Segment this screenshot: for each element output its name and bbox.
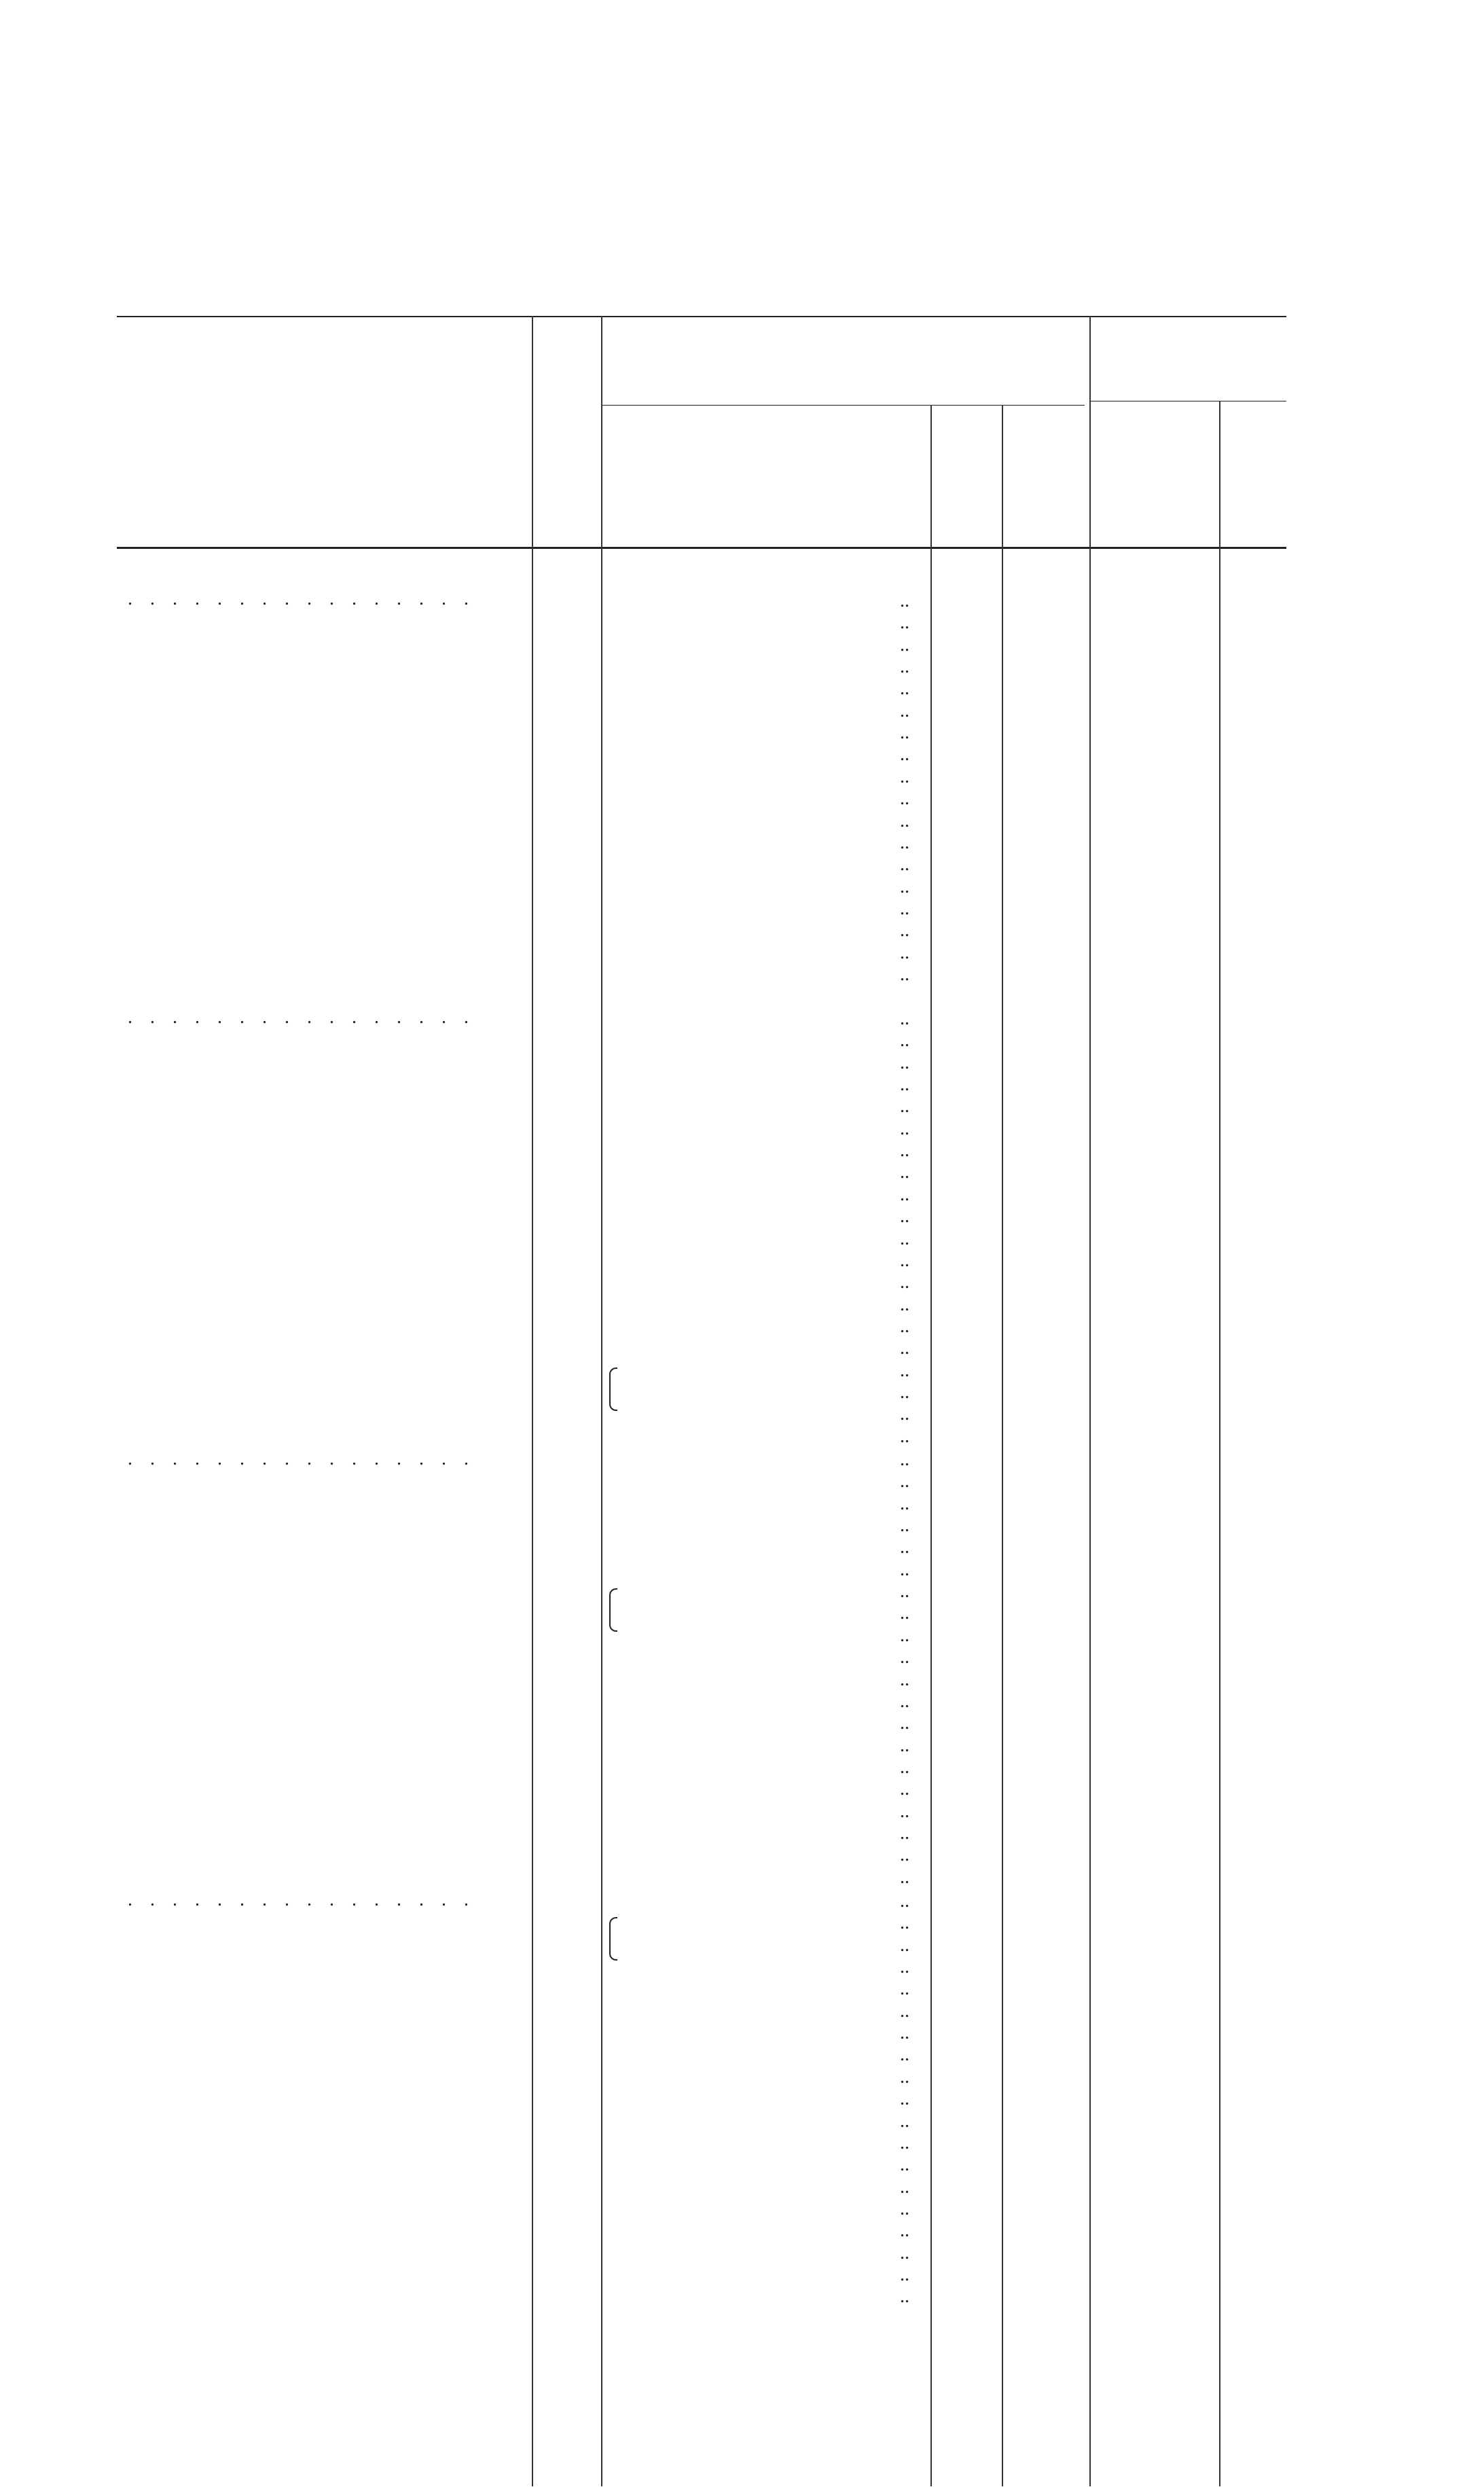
leader-dots: .. [900,700,909,721]
teacher-row [615,1470,1294,1492]
leader-dots: .. [900,744,909,766]
teacher-row [615,2022,1294,2044]
leader-dots: .. [900,1381,909,1403]
teacher-row [615,2219,1294,2242]
leader-dots: .. [900,1471,909,1492]
teacher-row [615,2110,1294,2132]
leader-dots: .. [900,1558,909,1580]
teacher-row [615,1890,1294,1912]
col2-heading [547,317,563,520]
teacher-row [615,766,1294,788]
leader-dots: .. [900,963,909,985]
leader-dots: .. [900,1756,909,1778]
leader-dots: .. [900,1978,909,2000]
teacher-row [615,1007,1294,1030]
leader-dots: .. [900,1206,909,1228]
leader-dots: .. [900,1272,909,1293]
leader-dots: .. [900,1581,909,1603]
leader-dots: .. [900,1515,909,1537]
table-header-bottom-rule [117,547,1286,549]
leader-dots: .. [900,1668,909,1690]
leader-dots: .. [900,1074,909,1096]
col7-heading [1245,399,1261,535]
teacher-row [615,1800,1294,1823]
teacher-row [615,1448,1294,1471]
leader-dots: .. [900,897,909,919]
school-name-row [115,588,526,610]
leader-dots: .. [900,2110,909,2132]
leader-dots: .. [900,2154,909,2176]
teacher-row [615,590,1294,612]
teacher-row [615,2153,1294,2176]
leader-dots: .. [900,1117,909,1139]
leader-dots: .. [900,876,909,897]
col5-heading [1038,392,1054,528]
leader-dots: .. [900,1492,909,1514]
leader-dots: .. [900,1934,909,1956]
leader-dots: .. [900,634,909,656]
teacher-row [615,1844,1294,1866]
leader-dots: .. [900,1866,909,1888]
teacher-row [615,611,1294,634]
teacher-row [615,1293,1294,1316]
leader-dots: .. [900,1096,909,1117]
leader-dots: .. [900,1713,909,1734]
leader-dots: .. [900,2044,909,2066]
teacher-row [615,1337,1294,1359]
teacher-row [615,2043,1294,2066]
teacher-row [615,831,1294,854]
teacher-row [615,942,1294,964]
col4-heading [958,412,974,507]
teacher-row [615,1205,1294,1228]
leader-dots: .. [900,788,909,810]
teacher-row [615,1558,1294,1581]
leader-dots: .. [900,1956,909,1978]
leader-dots: .. [900,2000,909,2022]
teacher-row [615,2176,1294,2198]
leader-dots: .. [900,1359,909,1381]
teacher-row [615,1866,1294,1889]
teacher-row [615,1778,1294,1800]
teacher-row [615,1580,1294,1603]
teacher-row [615,1095,1294,1117]
part-time-bracket [609,1588,617,1632]
teacher-row [615,1052,1294,1074]
teacher-row [615,1117,1294,1140]
teacher-row [615,1756,1294,1778]
teacher-row [615,2000,1294,2022]
leader-dots: .. [900,1734,909,1756]
part-time-bracket [609,1367,617,1411]
leader-dots: .. [900,2286,909,2308]
teacher-row [615,1934,1294,1956]
leader-dots: .. [900,2132,909,2153]
teacher-row [615,853,1294,876]
leader-dots: .. [900,810,909,831]
teacher-row [615,2285,1294,2308]
leader-dots: .. [900,656,909,678]
leader-dots: .. [900,1140,909,1162]
leader-dots: .. [900,766,909,787]
table-top-rule [117,316,1286,317]
teacher-row [615,2066,1294,2088]
teacher-row [615,1271,1294,1293]
teacher-row [615,677,1294,700]
teacher-row [615,634,1294,656]
teacher-row [615,787,1294,810]
teacher-row [615,1646,1294,1668]
teacher-row [615,1514,1294,1537]
teacher-row [615,2242,1294,2264]
teacher-row [615,1381,1294,1403]
leader-dots: .. [900,1891,909,1912]
leader-dots: .. [900,831,909,853]
leader-dots: .. [900,1315,909,1337]
teacher-row [615,1139,1294,1162]
teacher-row [615,2088,1294,2110]
leader-dots: ................ [128,1007,486,1028]
teacher-row [615,2198,1294,2220]
leader-dots: .. [900,1624,909,1646]
leader-dots: .. [900,1844,909,1866]
teacher-row [615,963,1294,986]
teacher-row [615,810,1294,832]
leader-dots: .. [900,2242,909,2264]
leader-dots: .. [900,1162,909,1183]
col-rule-2 [601,316,602,2486]
teachers-subhead-rule [601,405,1085,406]
teacher-row [615,1602,1294,1624]
teacher-row [615,1403,1294,1425]
leader-dots: .. [900,612,909,634]
teacher-row [615,1712,1294,1734]
teacher-row [615,1425,1294,1448]
teacher-row [615,1822,1294,1844]
leader-dots: .. [900,1647,909,1668]
teacher-row [615,1161,1294,1183]
leader-dots: .. [900,590,909,611]
leader-dots: .. [900,1249,909,1271]
teacher-row [615,1956,1294,1978]
leader-dots: .. [900,1603,909,1624]
leader-dots: .. [900,678,909,700]
teacher-row [615,721,1294,744]
school-name-row [115,1448,526,1470]
leader-dots: .. [900,2220,909,2242]
leader-dots: .. [900,2022,909,2044]
leader-dots: .. [900,2264,909,2285]
leader-dots: ................ [128,588,486,609]
leader-dots: .. [900,1822,909,1844]
teacher-row [615,656,1294,678]
teacher-row [615,876,1294,898]
leader-dots: .. [900,1778,909,1800]
leader-dots: .. [900,1052,909,1073]
leader-dots: .. [900,920,909,942]
school-name-row [115,1889,526,1911]
leader-dots: .. [900,1228,909,1249]
teacher-row [615,897,1294,920]
teacher-row [615,1912,1294,1934]
leader-dots: .. [900,1403,909,1425]
teacher-row [615,1978,1294,2000]
teacher-row [615,1183,1294,1206]
part-time-bracket [609,1917,617,1961]
col-rule-1 [532,316,533,2486]
teacher-row [615,2132,1294,2154]
leader-dots: .. [900,2198,909,2219]
leader-dots: .. [900,1800,909,1822]
leader-dots: ................ [128,1889,486,1910]
teacher-row [615,919,1294,942]
teacher-row [615,700,1294,722]
teacher-row [615,1668,1294,1691]
leader-dots: .. [900,1449,909,1470]
leader-dots: .. [900,1293,909,1315]
leader-dots: .. [900,2088,909,2110]
teacher-row [615,1536,1294,1558]
leader-dots: .. [900,854,909,876]
teacher-row [615,1228,1294,1250]
teacher-row [615,1073,1294,1096]
teacher-row [615,1624,1294,1647]
leader-dots: .. [900,2176,909,2198]
leader-dots: .. [900,942,909,963]
teacher-row [615,2264,1294,2286]
teacher-row [615,1359,1294,1382]
teacher-row [615,743,1294,766]
leader-dots: ................ [128,1448,486,1469]
leader-dots: .. [900,1912,909,1934]
leader-dots: .. [900,2066,909,2088]
school-name-row [115,1007,526,1028]
leader-dots: .. [900,1183,909,1205]
leader-dots: .. [900,1537,909,1558]
teacher-row [615,1690,1294,1713]
teacher-row [615,1734,1294,1757]
leader-dots: .. [900,722,909,744]
teacher-row [615,1492,1294,1515]
teacher-row [615,1029,1294,1052]
leader-dots: .. [900,1030,909,1052]
leader-dots: .. [900,1425,909,1447]
leader-dots: .. [900,1690,909,1712]
leader-dots: .. [900,1008,909,1029]
teacher-row [615,1249,1294,1272]
leader-dots: .. [900,1338,909,1359]
teacher-row [615,1315,1294,1338]
